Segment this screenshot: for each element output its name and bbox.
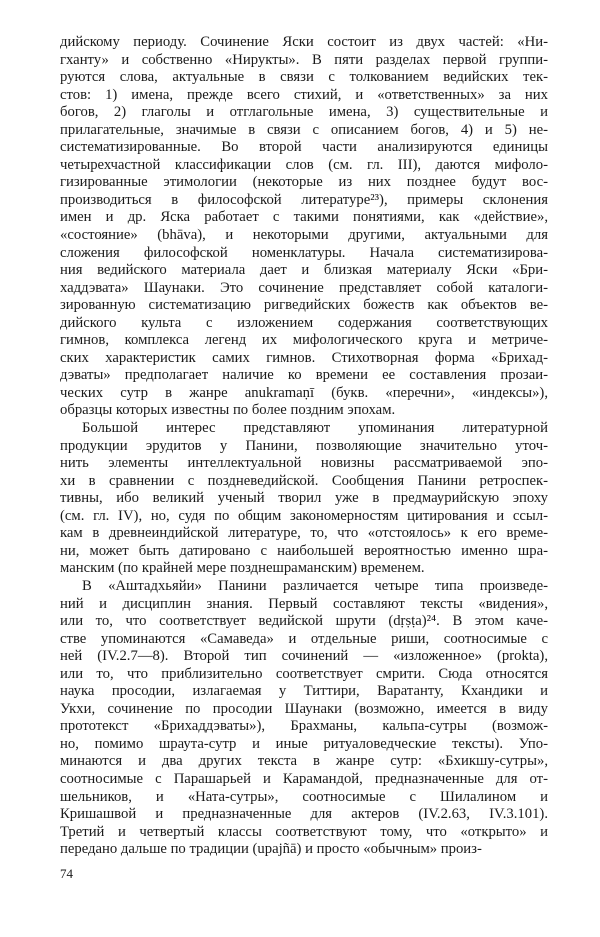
text-line: нить элементы интеллектуальной новизны рассматриваемой эпо- <box>60 455 548 472</box>
text-line: или то, что соответствует ведийской шрути (dṛṣṭa)²⁴. В этом каче- <box>60 613 549 630</box>
text-line: систематизированные. Во второй части анализируются единицы <box>60 139 548 156</box>
text-line: Большой интерес представляют упоминания литературной <box>82 420 548 437</box>
text-line: четырехчастной классификации слов (см. гл. III), даются мифоло- <box>60 156 548 173</box>
text-line: прилагательные, значимые в связи с описанием богов, 4) и 5) не- <box>60 121 549 138</box>
text-column <box>60 34 548 859</box>
text-line: зированную систематизацию ригведийских божеств как объектов ве- <box>60 297 548 314</box>
text-line: соотносимые с Парашарьей и Карамандой, предназначенные для от- <box>60 770 548 787</box>
text-line: стве упоминаются «Самаведа» и отдельные риши, соотносимые с <box>60 630 548 647</box>
text-line: шельников, и «Ната-сутры», соотносимые с Шилалином и <box>60 788 548 805</box>
text-line: В «Аштадхьяйи» Панини различается четыре типа произведе- <box>82 577 548 594</box>
text-line: производиться в философской литературе²³), примеры склонения <box>60 191 548 208</box>
text-line: (см. гл. IV), но, судя по общим закономерностям цитирования и ссыл- <box>60 507 548 524</box>
text-line: наука просодии, излагаемая у Титтири, Варатанту, Кхандики и <box>60 683 548 700</box>
text-line: ней (IV.2.7—8). Второй тип сочинений — «изложенное» (prokta), <box>60 648 548 665</box>
text-line: дийского культа с изложением содержания соответствующих <box>60 314 548 331</box>
text-line: имен и др. Яска работает с такими понятиями, как «действие», <box>60 209 548 226</box>
text-line: тивны, ибо великий ученый творил уже в предмаурийскую эпоху <box>60 490 548 507</box>
paragraph <box>60 34 548 420</box>
text-line: но, помимо шраута-сутр и иные ритуаловедческие тексты). Упо- <box>60 735 548 752</box>
text-line: Третий и четвертый классы соответствуют тому, что «открыто» и <box>60 823 548 840</box>
text-line: гханту» и собственно «Нирукты». В пяти разделах первой группи- <box>60 51 548 68</box>
text-line: хи в сравнении с поздневедийской. Сообщения Панини ретроспек- <box>60 472 548 489</box>
text-line: ния ведийского материала дает и близкая материалу Яски «Бри- <box>60 262 549 279</box>
text-line: хаддэвата» Шаунаки. Это сочинение представляет собой каталоги- <box>60 279 548 296</box>
text-line: дийскому периоду. Сочинение Яски состоит из двух частей: «Ни- <box>60 34 548 50</box>
text-line: Кришашвой и предназначенные для актеров (IV.2.63, IV.3.101). <box>60 806 548 823</box>
text-line: или то, что приблизительно соответствует смрити. Сюда относятся <box>60 665 548 682</box>
paragraph <box>60 578 548 859</box>
text-line: манским (по крайней мере позднешраманским) временем. <box>60 560 425 577</box>
page-body <box>60 34 548 859</box>
text-line: прототекст «Брихаддэваты»), Брахманы, кальпа-сутры (возмож- <box>60 718 548 735</box>
text-line: Укхи, сочинение по просодии Шаунаки (возможно, имеется в виду <box>60 700 548 717</box>
page-number: 74 <box>60 866 73 881</box>
text-line: ний и дисциплин знания. Первый составляют тексты «видения», <box>60 595 548 612</box>
text-line: продукции эрудитов у Панини, позволяющие значительно уточ- <box>60 437 548 454</box>
text-line: «состояние» (bhāva), и некоторыми другими, актуальными для <box>60 227 548 244</box>
text-line: сложения философской номенклатуры. Начала систематизирова- <box>60 244 548 261</box>
text-line: руются слова, актуальные в связи с толкованием ведийских тек- <box>60 69 548 86</box>
text-line: ческих сутр в жанре anukramaṇī (букв. «перечни», «индексы»), <box>60 384 548 401</box>
text-line: гимнов, комплекса легенд их мифологического круга и метриче- <box>60 332 548 349</box>
text-line: стов: 1) имена, прежде всего стихий, и «ответственных» за них <box>60 86 548 103</box>
text-line: богов, 2) глаголы и отглагольные имена, 3) существительные и <box>60 104 548 121</box>
text-line: ских характеристик самих гимнов. Стихотворная форма «Брихад- <box>60 349 548 366</box>
text-line: кам в древнеиндийской литературе, то, что «отстоялось» к его време- <box>60 525 548 542</box>
text-line: передано дальше по традиции (upajñā) и просто «обычным» произ- <box>60 841 482 858</box>
text-line: минаются и два других текста в жанре сутр: «Бхикшу-сутры», <box>60 753 548 770</box>
text-line: дэваты» предполагает наличие ко времени ее составления прозаи- <box>60 367 548 384</box>
paragraph <box>60 420 548 578</box>
text-line: гизированные этимологии (некоторые из них позднее будут вос- <box>60 174 548 191</box>
text-line: ни, может быть датировано с наибольшей вероятностью именно шра- <box>60 542 548 559</box>
text-line: образцы которых известны по более поздним эпохам. <box>60 402 396 419</box>
